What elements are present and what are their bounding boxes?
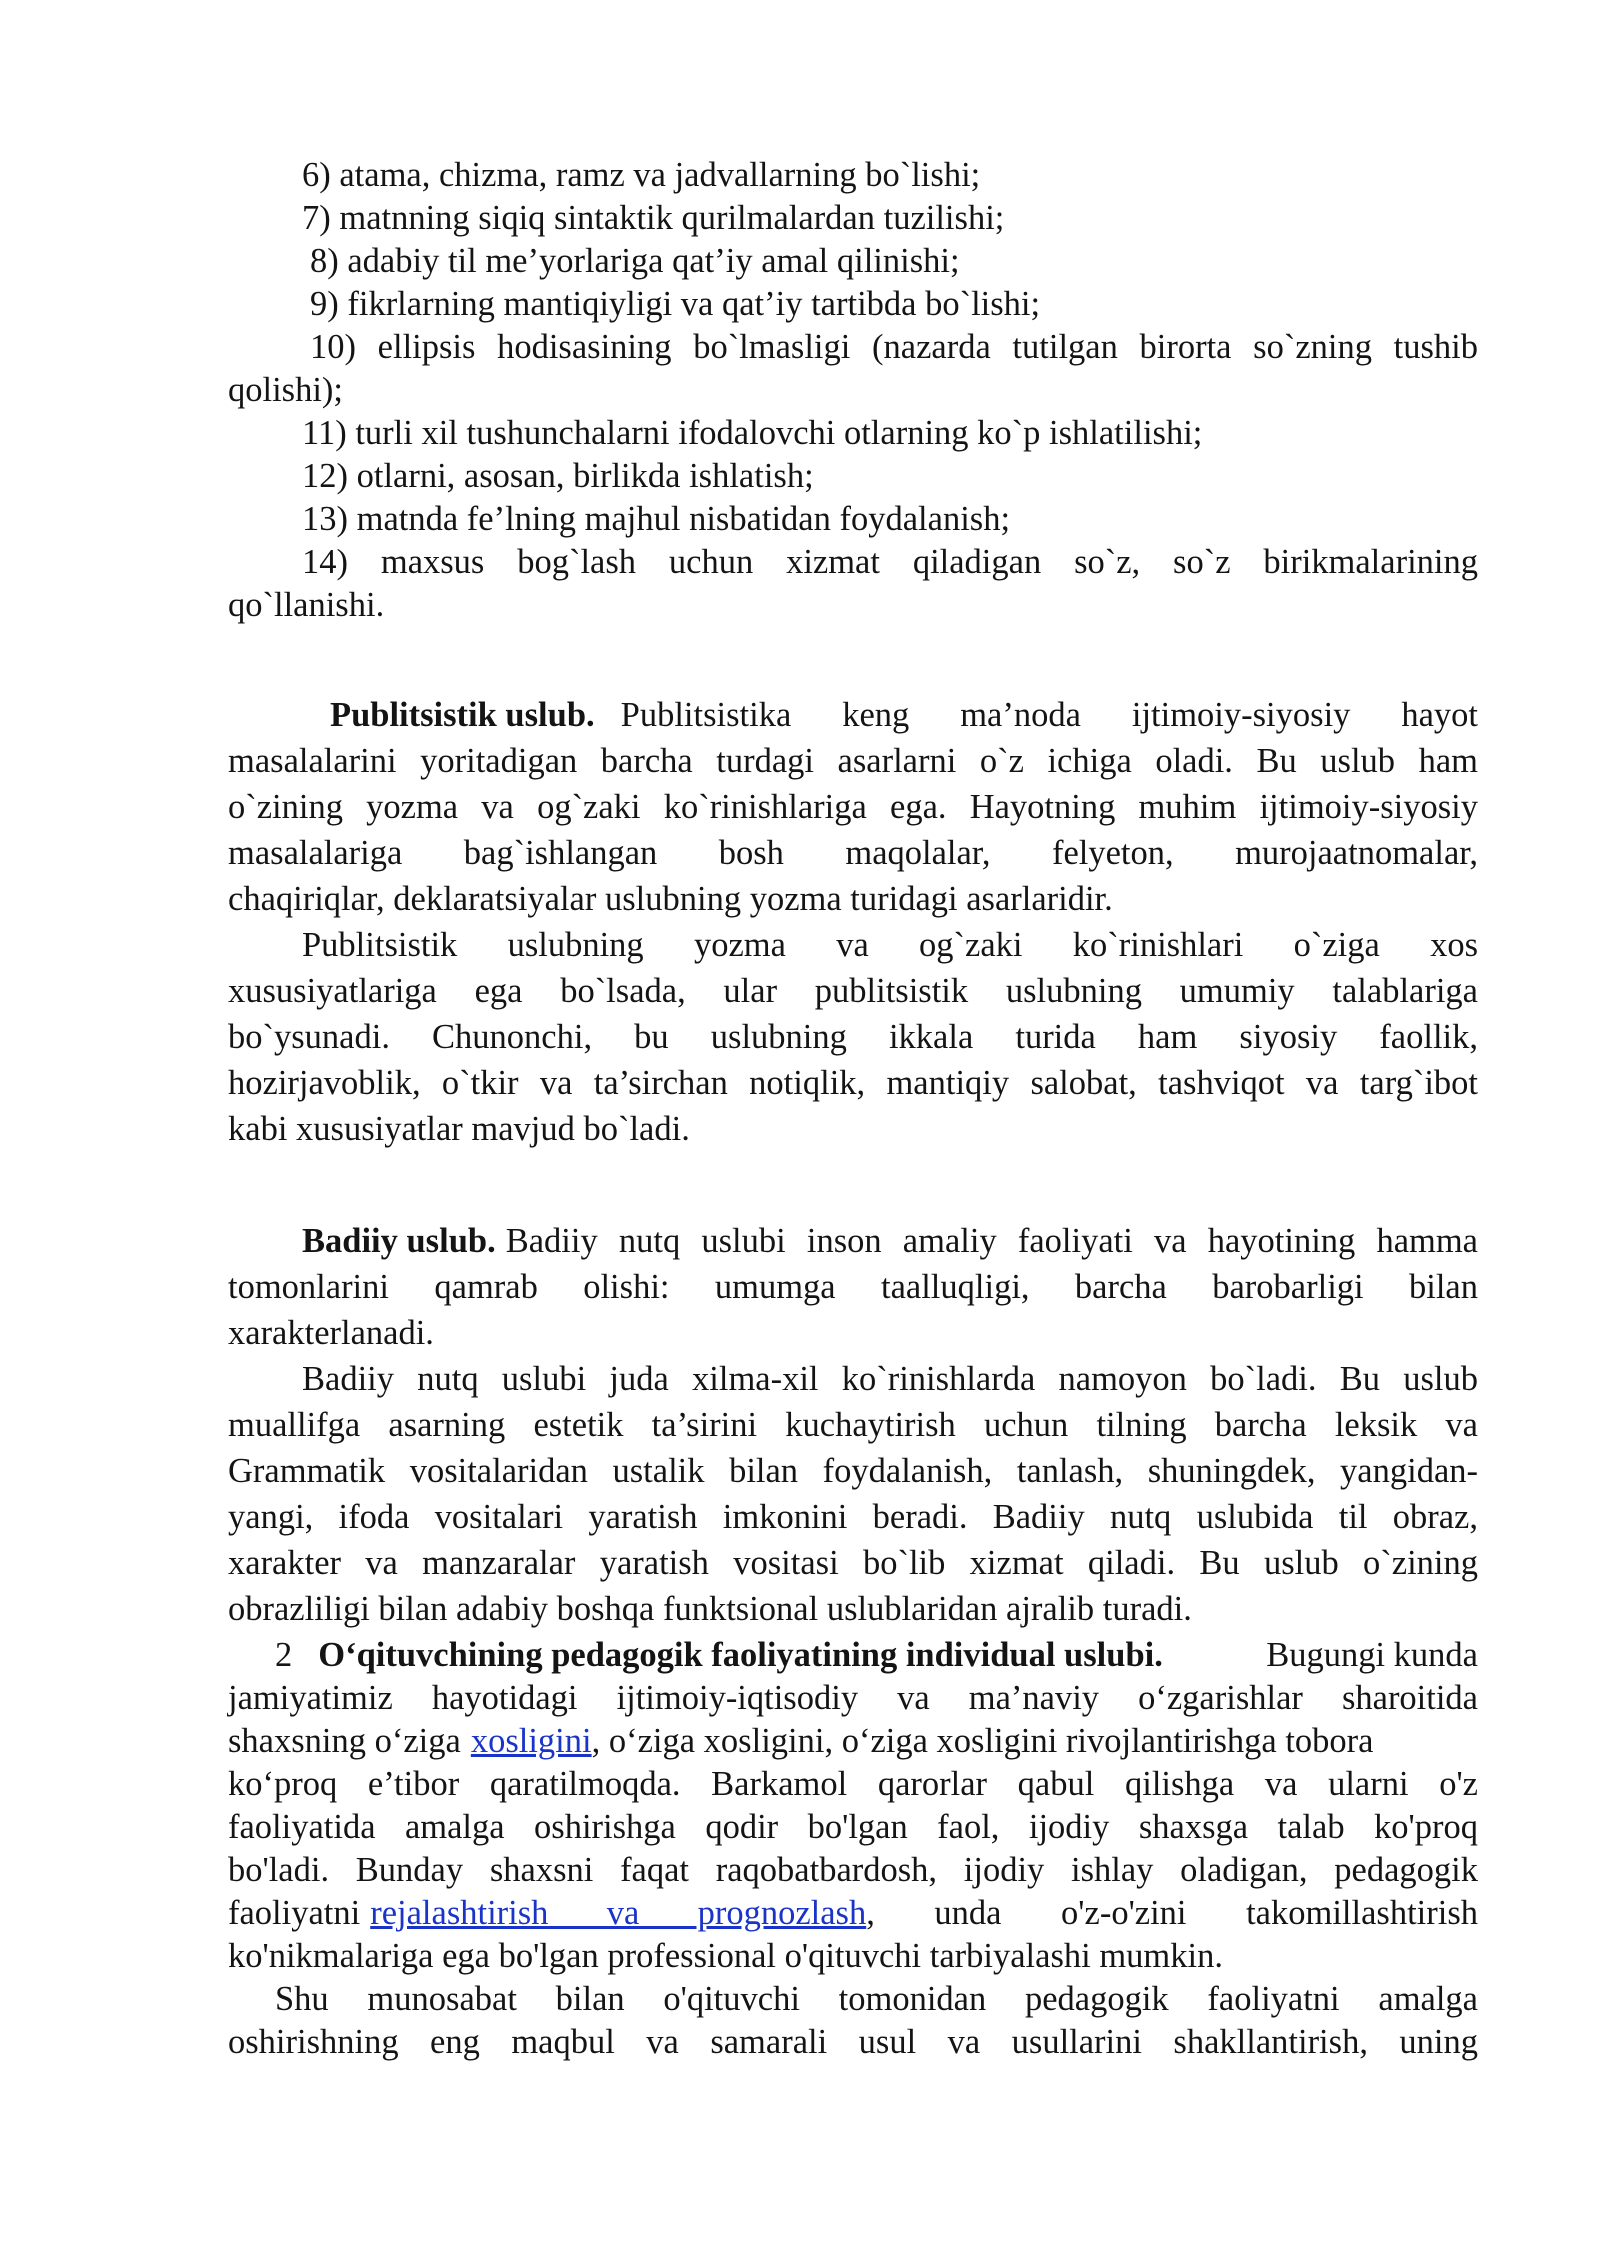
publitsistik-p2-line-1: Publitsistik uslubning yozma va og`zaki ko`rinishlari o`ziga xos	[302, 926, 1478, 964]
list-item-10-cont: qolishi);	[228, 371, 344, 409]
section2-line-6: bo'ladi. Bunday shaxsni faqat raqobatbardosh, ijodiy ishlay oladigan, pedagogik	[228, 1851, 1478, 1889]
list-item-9: 9) fikrlarning mantiqiyligi va qat’iy tartibda bo`lishi;	[310, 285, 1041, 323]
rejalashtirish-link[interactable]: rejalashtirish va prognozlash	[370, 1894, 867, 1932]
badiiy-p2-line-6: obrazliligi bilan adabiy boshqa funktsional uslublaridan ajralib turadi.	[228, 1590, 1192, 1628]
publitsistik-p2-line-4: hozirjavoblik, o`tkir va ta’sirchan notiqlik, mantiqiy salobat, tashviqot va targ`ibot	[228, 1064, 1478, 1102]
section2-line-3-post: , o‘ziga xosligini, o‘ziga xosligini rivojlantirishga tobora	[591, 1722, 1374, 1760]
section2-line-5: faoliyatida amalga oshirishga qodir bo'lgan faol, ijodiy shaxsga talab ko'proq	[228, 1808, 1478, 1846]
list-item-14: 14) maxsus bog`lash uchun xizmat qiladigan so`z, so`z birikmalarining	[302, 543, 1478, 581]
section2-heading: O‘qituvchining pedagogik faoliyatining individual uslubi.	[318, 1636, 1163, 1674]
section2-first-line	[275, 1633, 1478, 1677]
badiiy-p2-line-4: yangi, ifoda vositalari yaratish imkonini beradi. Badiiy nutq uslubida til obraz,	[228, 1498, 1478, 1536]
badiiy-p2-line-2: muallifga asarning estetik ta’sirini kuchaytirish uchun tilning barcha leksik va	[228, 1406, 1478, 1444]
badiiy-line-3: xarakterlanadi.	[228, 1314, 434, 1352]
section2-line-7-pre: faoliyatni	[228, 1894, 361, 1932]
publitsistik-line-2: masalalarini yoritadigan barcha turdagi asarlarni o`z ichiga oladi. Bu uslub ham	[228, 742, 1478, 780]
list-item-6: 6) atama, chizma, ramz va jadvallarning bo`lishi;	[302, 156, 981, 194]
publitsistik-line-3: o`zining yozma va og`zaki ko`rinishlariga ega. Hayotning muhim ijtimoiy-siyosiy	[228, 788, 1478, 826]
list-item-8: 8) adabiy til me’yorlariga qat’iy amal qilinishi;	[310, 242, 960, 280]
badiiy-line-2: tomonlarini qamrab olishi: umumga taalluqligi, barcha barobarligi bilan	[228, 1268, 1478, 1306]
section2-p2-line-1: Shu munosabat bilan o'qituvchi tomonidan pedagogik faoliyatni amalga	[275, 1980, 1478, 2018]
badiiy-p2-line-3: Grammatik vositalaridan ustalik bilan foydalanish, tanlash, shuningdek, yangidan-	[228, 1452, 1478, 1490]
section2-line-7	[228, 1891, 1478, 1935]
section2-line-1: Bugungi kunda	[1266, 1636, 1478, 1674]
list-item-11: 11) turli xil tushunchalarni ifodalovchi otlarning ko`p ishlatilishi;	[302, 414, 1203, 452]
xosligini-link[interactable]: xosligini	[470, 1722, 592, 1760]
publitsistik-line-5: chaqiriqlar, deklaratsiyalar uslubning yozma turidagi asarlaridir.	[228, 880, 1113, 918]
badiiy-first-line	[302, 1219, 1478, 1263]
section2-number: 2	[275, 1636, 293, 1674]
section2-line-8: ko'nikmalariga ega bo'lgan professional o'qituvchi tarbiyalashi mumkin.	[228, 1937, 1223, 1975]
list-item-12: 12) otlarni, asosan, birlikda ishlatish;	[302, 457, 814, 495]
section2-line-7-post: , unda o'z-o'zini takomillashtirish	[866, 1894, 1478, 1932]
section2-p2-line-2: oshirishning eng maqbul va samarali usul va usullarini shakllantirish, uning	[228, 2023, 1478, 2061]
badiiy-p2-line-1: Badiiy nutq uslubi juda xilma-xil ko`rinishlarda namoyon bo`ladi. Bu uslub	[302, 1360, 1478, 1398]
publitsistik-first-line	[330, 693, 1478, 737]
section2-line-4: ko‘proq e’tibor qaratilmoqda. Barkamol qarorlar qabul qilishga va ularni o'z	[228, 1765, 1478, 1803]
list-item-13: 13) matnda fe’lning majhul nisbatidan foydalanish;	[302, 500, 1011, 538]
badiiy-line-1: Badiiy nutq uslubi inson amaliy faoliyati va hayotining hamma	[505, 1222, 1478, 1260]
section2-line-3-pre: shaxsning o‘ziga	[228, 1722, 461, 1760]
publitsistik-line-4: masalalariga bag`ishlangan bosh maqolalar, felyeton, murojaatnomalar,	[228, 834, 1478, 872]
publitsistik-p2-line-3: bo`ysunadi. Chunonchi, bu uslubning ikkala turida ham siyosiy faollik,	[228, 1018, 1478, 1056]
section2-line-3	[228, 1719, 1478, 1763]
list-item-14-cont: qo`llanishi.	[228, 586, 385, 624]
badiiy-heading: Badiiy uslub.	[302, 1222, 496, 1260]
badiiy-p2-line-5: xarakter va manzaralar yaratish vositasi bo`lib xizmat qiladi. Bu uslub o`zining	[228, 1544, 1478, 1582]
publitsistik-p2-line-5: kabi xususiyatlar mavjud bo`ladi.	[228, 1110, 690, 1148]
section2-line-2: jamiyatimiz hayotidagi ijtimoiy-iqtisodiy va ma’naviy o‘zgarishlar sharoitida	[228, 1679, 1478, 1717]
list-item-10: 10) ellipsis hodisasining bo`lmasligi (nazarda tutilgan birorta so`zning tushib	[310, 328, 1478, 366]
list-item-7: 7) matnning siqiq sintaktik qurilmalardan tuzilishi;	[302, 199, 1005, 237]
publitsistik-p2-line-2: xususiyatlariga ega bo`lsada, ular publitsistik uslubning umumiy talablariga	[228, 972, 1478, 1010]
publitsistik-line-1: Publitsistika keng ma’noda ijtimoiy-siyosiy hayot	[620, 696, 1478, 734]
publitsistik-heading: Publitsistik uslub.	[330, 696, 595, 734]
